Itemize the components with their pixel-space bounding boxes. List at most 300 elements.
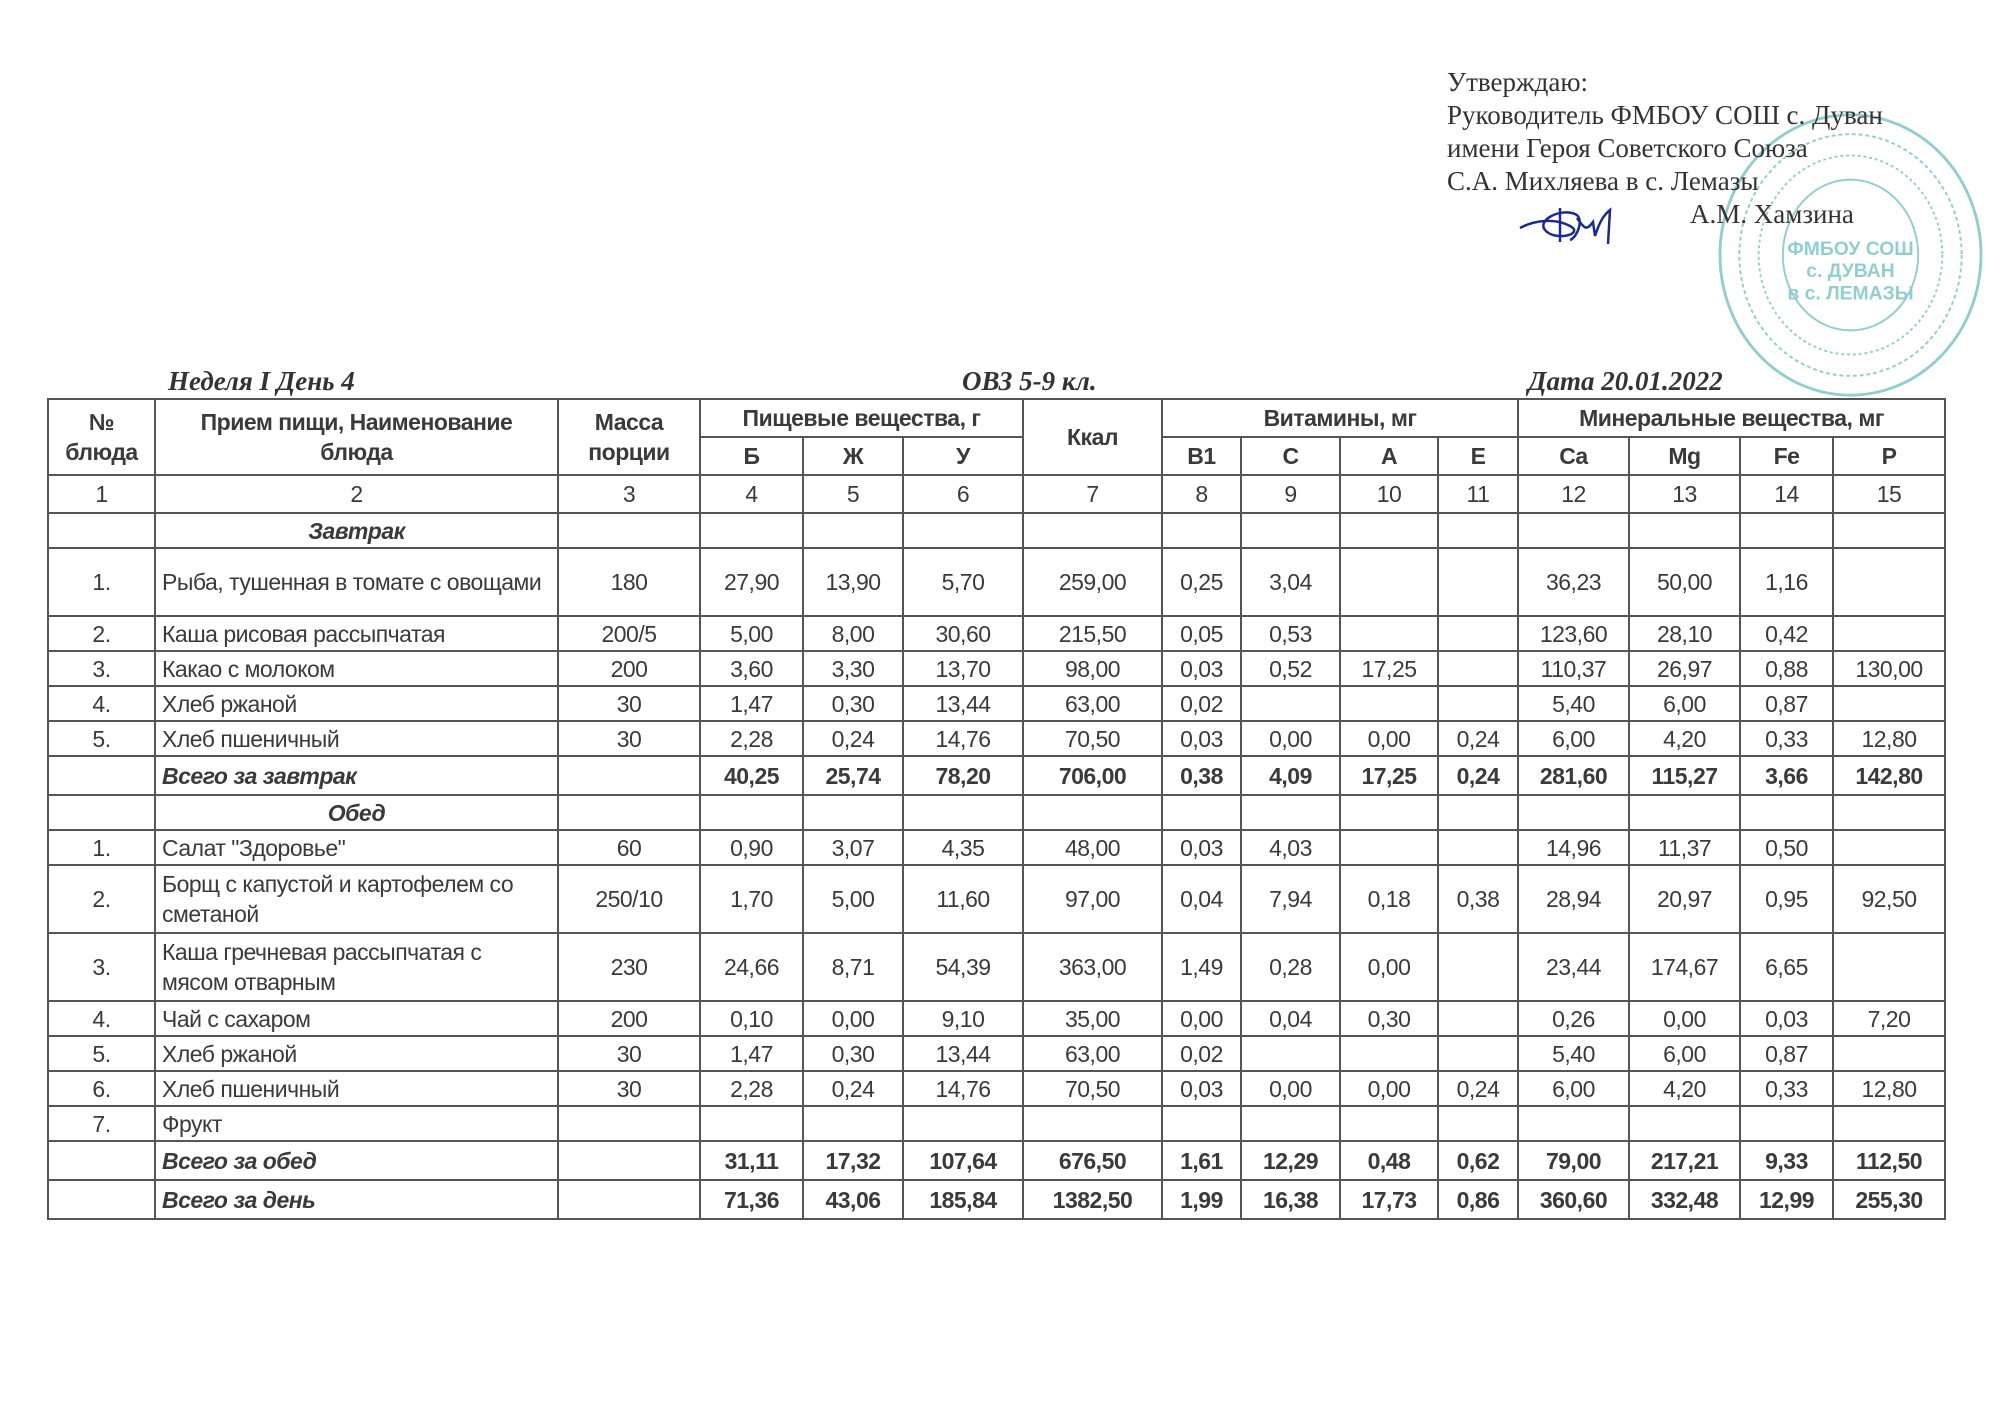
cell-value: 110,37 [1518,651,1629,686]
cell-value: 1,99 [1162,1180,1241,1219]
cell-value: 0,04 [1241,1001,1340,1036]
cell-value [1340,830,1438,865]
cell-value: 0,87 [1740,686,1833,721]
cell-value [1833,686,1945,721]
cell-value: 332,48 [1629,1180,1740,1219]
cell-value [1833,933,1945,1001]
cell-value: 78,20 [903,756,1023,795]
cell-value: 24,66 [700,933,803,1001]
cell-value [1241,513,1340,548]
approval-position-cont2: С.А. Михляева в с. Лемазы [1447,166,1759,196]
dish-name: Какао с молоком [155,651,558,686]
cell-value [1241,795,1340,830]
week-day-caption: Неделя I День 4 [168,366,355,396]
cell-value [1438,795,1518,830]
dish-number [48,1141,155,1180]
cell-value: 30,60 [903,616,1023,651]
cell-value: 20,97 [1629,865,1740,933]
column-number: 7 [1023,475,1162,513]
cell-value [1833,548,1945,616]
cell-value: 115,27 [1629,756,1740,795]
header-name: Прием пищи, Наименование блюда [155,399,558,475]
total-row [48,1141,1945,1180]
cell-value [1833,795,1945,830]
cell-value: 112,50 [1833,1141,1945,1180]
dish-name: Хлеб пшеничный [155,1071,558,1106]
cell-value [1340,548,1438,616]
cell-value: 48,00 [1023,830,1162,865]
cell-value [1162,513,1241,548]
cell-value: 17,25 [1340,651,1438,686]
dish-name: Хлеб ржаной [155,686,558,721]
cell-value: 0,38 [1438,865,1518,933]
cell-value: 200 [558,1001,700,1036]
cell-value [1833,1036,1945,1071]
cell-value: 180 [558,548,700,616]
cell-value: 0,00 [1241,1071,1340,1106]
cell-value: 30 [558,1036,700,1071]
cell-value: 107,64 [903,1141,1023,1180]
cell-value [1833,1106,1945,1141]
cell-value: 6,00 [1518,1071,1629,1106]
cell-value: 3,07 [803,830,903,865]
cell-value: 0,30 [803,1036,903,1071]
cell-value: 8,71 [803,933,903,1001]
cell-value: 12,99 [1740,1180,1833,1219]
cell-value [1340,1036,1438,1071]
cell-value: 1,61 [1162,1141,1241,1180]
cell-value: 259,00 [1023,548,1162,616]
dish-name: Чай с сахаром [155,1001,558,1036]
subheader-б: Б [700,437,803,475]
cell-value: 4,20 [1629,1071,1740,1106]
cell-value: 28,94 [1518,865,1629,933]
cell-value: 13,70 [903,651,1023,686]
cell-value: 0,00 [1340,933,1438,1001]
dish-name: Фрукт [155,1106,558,1141]
cell-value: 4,09 [1241,756,1340,795]
dish-name: Обед [155,795,558,830]
cell-value [1438,933,1518,1001]
cell-value: 36,23 [1518,548,1629,616]
subheader-у: У [903,437,1023,475]
cell-value: 30 [558,721,700,756]
column-number: 3 [558,475,700,513]
column-number: 9 [1241,475,1340,513]
approval-signer: А.М. Хамзина [1690,199,1854,229]
cell-value: 98,00 [1023,651,1162,686]
dish-number: 1. [48,548,155,616]
cell-value: 12,29 [1241,1141,1340,1180]
dish-number: 2. [48,616,155,651]
cell-value: 217,21 [1629,1141,1740,1180]
subheader-mg: Mg [1629,437,1740,475]
cell-value: 9,10 [903,1001,1023,1036]
cell-value: 0,30 [803,686,903,721]
dish-name: Всего за обед [155,1141,558,1180]
cell-value [1833,616,1945,651]
cell-value [1162,795,1241,830]
dish-name: Каша рисовая рассыпчатая [155,616,558,651]
cell-value [1241,686,1340,721]
header-mass: Масса порции [558,399,700,475]
column-number: 14 [1740,475,1833,513]
cell-value: 4,35 [903,830,1023,865]
svg-text:ФМБОУ СОШ: ФМБОУ СОШ [1787,239,1914,260]
table-row [48,865,1945,933]
column-number: 1 [48,475,155,513]
cell-value: 0,02 [1162,1036,1241,1071]
cell-value [1438,1001,1518,1036]
column-number: 12 [1518,475,1629,513]
cell-value: 7,94 [1241,865,1340,933]
total-row [48,1180,1945,1219]
cell-value: 0,24 [1438,721,1518,756]
cell-value: 12,80 [1833,1071,1945,1106]
cell-value: 0,18 [1340,865,1438,933]
dish-number [48,513,155,548]
cell-value [1438,651,1518,686]
total-row [48,756,1945,795]
cell-value: 3,66 [1740,756,1833,795]
cell-value: 200/5 [558,616,700,651]
cell-value [803,513,903,548]
cell-value: 0,33 [1740,1071,1833,1106]
cell-value [1438,548,1518,616]
cell-value [803,795,903,830]
cell-value: 13,90 [803,548,903,616]
dish-number: 6. [48,1071,155,1106]
cell-value [558,1180,700,1219]
cell-value: 0,26 [1518,1001,1629,1036]
approval-block [1447,66,1883,231]
cell-value: 0,30 [1340,1001,1438,1036]
cell-value: 0,00 [1340,1071,1438,1106]
subheader-b1: B1 [1162,437,1241,475]
dish-name: Каша гречневая рассыпчатая с мясом отварным [155,933,558,1001]
dish-number: 5. [48,1036,155,1071]
group-caption: ОВЗ 5-9 кл. [962,366,1097,396]
cell-value: 0,00 [1340,721,1438,756]
cell-value [1023,513,1162,548]
cell-value: 0,33 [1740,721,1833,756]
dish-number [48,1180,155,1219]
dish-number: 2. [48,865,155,933]
cell-value: 360,60 [1518,1180,1629,1219]
table-row [48,1036,1945,1071]
dish-number: 3. [48,933,155,1001]
cell-value: 0,02 [1162,686,1241,721]
cell-value: 63,00 [1023,1036,1162,1071]
cell-value: 0,88 [1740,651,1833,686]
column-number: 8 [1162,475,1241,513]
approval-title: Утверждаю: [1447,67,1589,97]
cell-value: 27,90 [700,548,803,616]
cell-value [700,513,803,548]
cell-value: 25,74 [803,756,903,795]
cell-value [1740,795,1833,830]
svg-text:с. ДУВАН: с. ДУВАН [1806,261,1895,283]
cell-value: 3,30 [803,651,903,686]
cell-value: 174,67 [1629,933,1740,1001]
menu-table [47,398,1946,1220]
cell-value: 123,60 [1518,616,1629,651]
cell-value: 0,24 [1438,1071,1518,1106]
table-row [48,651,1945,686]
cell-value [1340,616,1438,651]
cell-value [1241,1106,1340,1141]
cell-value: 0,52 [1241,651,1340,686]
cell-value [1340,513,1438,548]
dish-number: 7. [48,1106,155,1141]
cell-value: 71,36 [700,1180,803,1219]
cell-value: 79,00 [1518,1141,1629,1180]
cell-value: 13,44 [903,1036,1023,1071]
cell-value: 0,95 [1740,865,1833,933]
header-nutrients: Пищевые вещества, г [700,399,1023,437]
cell-value: 30 [558,1071,700,1106]
dish-number: 4. [48,1001,155,1036]
cell-value: 185,84 [903,1180,1023,1219]
cell-value [1518,1106,1629,1141]
dish-name: Хлеб ржаной [155,1036,558,1071]
cell-value: 215,50 [1023,616,1162,651]
header-minerals: Минеральные вещества, мг [1518,399,1945,437]
cell-value: 23,44 [1518,933,1629,1001]
cell-value: 0,03 [1162,651,1241,686]
table-row [48,1001,1945,1036]
cell-value: 230 [558,933,700,1001]
table-row [48,616,1945,651]
cell-value: 0,00 [1629,1001,1740,1036]
cell-value [700,795,803,830]
cell-value [1833,513,1945,548]
cell-value: 4,20 [1629,721,1740,756]
column-number: 2 [155,475,558,513]
approval-position-cont: имени Героя Советского Союза [1447,133,1808,163]
cell-value: 97,00 [1023,865,1162,933]
cell-value: 2,28 [700,1071,803,1106]
cell-value [1629,1106,1740,1141]
cell-value: 17,32 [803,1141,903,1180]
cell-value: 92,50 [1833,865,1945,933]
cell-value [1518,513,1629,548]
dish-name: Салат "Здоровье" [155,830,558,865]
cell-value [1518,795,1629,830]
column-number: 6 [903,475,1023,513]
table-row [48,548,1945,616]
cell-value: 30 [558,686,700,721]
dish-number [48,756,155,795]
cell-value [1740,1106,1833,1141]
column-number: 5 [803,475,903,513]
cell-value: 35,00 [1023,1001,1162,1036]
cell-value: 11,60 [903,865,1023,933]
cell-value: 0,03 [1740,1001,1833,1036]
table-row [48,686,1945,721]
cell-value: 0,50 [1740,830,1833,865]
table-row [48,1106,1945,1141]
cell-value: 11,37 [1629,830,1740,865]
cell-value: 200 [558,651,700,686]
cell-value [803,1106,903,1141]
subheader-p: P [1833,437,1945,475]
cell-value [1438,830,1518,865]
cell-value: 0,24 [1438,756,1518,795]
cell-value: 9,33 [1740,1141,1833,1180]
cell-value [558,795,700,830]
cell-value: 12,80 [1833,721,1945,756]
svg-text:в с. ЛЕМАЗЫ: в с. ЛЕМАЗЫ [1787,283,1914,305]
cell-value [903,795,1023,830]
cell-value: 0,48 [1340,1141,1438,1180]
column-number: 15 [1833,475,1945,513]
cell-value: 0,03 [1162,1071,1241,1106]
column-number: 13 [1629,475,1740,513]
cell-value: 6,00 [1629,1036,1740,1071]
cell-value: 14,76 [903,721,1023,756]
dish-number: 5. [48,721,155,756]
dish-number: 3. [48,651,155,686]
cell-value: 1,70 [700,865,803,933]
cell-value [558,1141,700,1180]
cell-value [1162,1106,1241,1141]
cell-value: 0,53 [1241,616,1340,651]
cell-value: 40,25 [700,756,803,795]
cell-value: 8,00 [803,616,903,651]
cell-value [1241,1036,1340,1071]
cell-value [558,513,700,548]
header-num: № блюда [48,399,155,475]
cell-value: 281,60 [1518,756,1629,795]
cell-value: 0,38 [1162,756,1241,795]
cell-value: 0,00 [1162,1001,1241,1036]
cell-value: 130,00 [1833,651,1945,686]
dish-name: Борщ с капустой и картофелем со сметаной [155,865,558,933]
cell-value [1438,1036,1518,1071]
cell-value: 31,11 [700,1141,803,1180]
cell-value [1340,1106,1438,1141]
cell-value: 5,00 [803,865,903,933]
cell-value: 0,00 [1241,721,1340,756]
cell-value: 0,03 [1162,830,1241,865]
cell-value [903,513,1023,548]
cell-value: 5,40 [1518,686,1629,721]
cell-value [558,1106,700,1141]
cell-value: 255,30 [1833,1180,1945,1219]
cell-value: 6,65 [1740,933,1833,1001]
cell-value: 6,00 [1518,721,1629,756]
cell-value: 5,40 [1518,1036,1629,1071]
dish-name: Хлеб пшеничный [155,721,558,756]
cell-value [1629,513,1740,548]
cell-value: 0,87 [1740,1036,1833,1071]
cell-value: 26,97 [1629,651,1740,686]
cell-value: 14,96 [1518,830,1629,865]
table-row [48,830,1945,865]
cell-value: 54,39 [903,933,1023,1001]
cell-value: 17,25 [1340,756,1438,795]
subheader-ж: Ж [803,437,903,475]
column-number: 11 [1438,475,1518,513]
header-kcal: Ккал [1023,399,1162,475]
cell-value [1340,795,1438,830]
cell-value: 70,50 [1023,1071,1162,1106]
cell-value: 7,20 [1833,1001,1945,1036]
cell-value: 0,90 [700,830,803,865]
header-vitamins: Витамины, мг [1162,399,1518,437]
dish-name: Рыба, тушенная в томате с овощами [155,548,558,616]
cell-value [1023,795,1162,830]
cell-value: 0,25 [1162,548,1241,616]
cell-value: 4,03 [1241,830,1340,865]
dish-number [48,795,155,830]
cell-value: 43,06 [803,1180,903,1219]
cell-value: 1382,50 [1023,1180,1162,1219]
table-row [48,933,1945,1001]
cell-value [1740,513,1833,548]
cell-value: 1,47 [700,686,803,721]
dish-name: Всего за день [155,1180,558,1219]
cell-value: 250/10 [558,865,700,933]
cell-value: 0,86 [1438,1180,1518,1219]
cell-value: 2,28 [700,721,803,756]
subheader-fe: Fe [1740,437,1833,475]
cell-value: 142,80 [1833,756,1945,795]
cell-value: 3,04 [1241,548,1340,616]
cell-value: 50,00 [1629,548,1740,616]
cell-value [1629,795,1740,830]
cell-value: 0,00 [803,1001,903,1036]
cell-value [700,1106,803,1141]
table-row [48,721,1945,756]
column-number: 10 [1340,475,1438,513]
cell-value [903,1106,1023,1141]
cell-value [1833,830,1945,865]
cell-value: 16,38 [1241,1180,1340,1219]
cell-value: 0,04 [1162,865,1241,933]
cell-value: 1,47 [700,1036,803,1071]
subheader-c: C [1241,437,1340,475]
section-row [48,513,1945,548]
subheader-e: E [1438,437,1518,475]
cell-value: 0,24 [803,1071,903,1106]
cell-value: 13,44 [903,686,1023,721]
cell-value: 363,00 [1023,933,1162,1001]
subheader-a: A [1340,437,1438,475]
cell-value: 5,70 [903,548,1023,616]
cell-value: 1,16 [1740,548,1833,616]
cell-value [1438,686,1518,721]
approval-position: Руководитель ФМБОУ СОШ с. Дуван [1447,100,1883,130]
table-row [48,1071,1945,1106]
cell-value: 5,00 [700,616,803,651]
cell-value [1438,513,1518,548]
cell-value: 3,60 [700,651,803,686]
cell-value: 28,10 [1629,616,1740,651]
date-caption: Дата 20.01.2022 [1528,366,1723,396]
cell-value: 17,73 [1340,1180,1438,1219]
cell-value: 0,42 [1740,616,1833,651]
column-number: 4 [700,475,803,513]
dish-name: Завтрак [155,513,558,548]
cell-value: 60 [558,830,700,865]
cell-value [1023,1106,1162,1141]
cell-value: 0,24 [803,721,903,756]
cell-value: 676,50 [1023,1141,1162,1180]
cell-value: 14,76 [903,1071,1023,1106]
cell-value: 1,49 [1162,933,1241,1001]
